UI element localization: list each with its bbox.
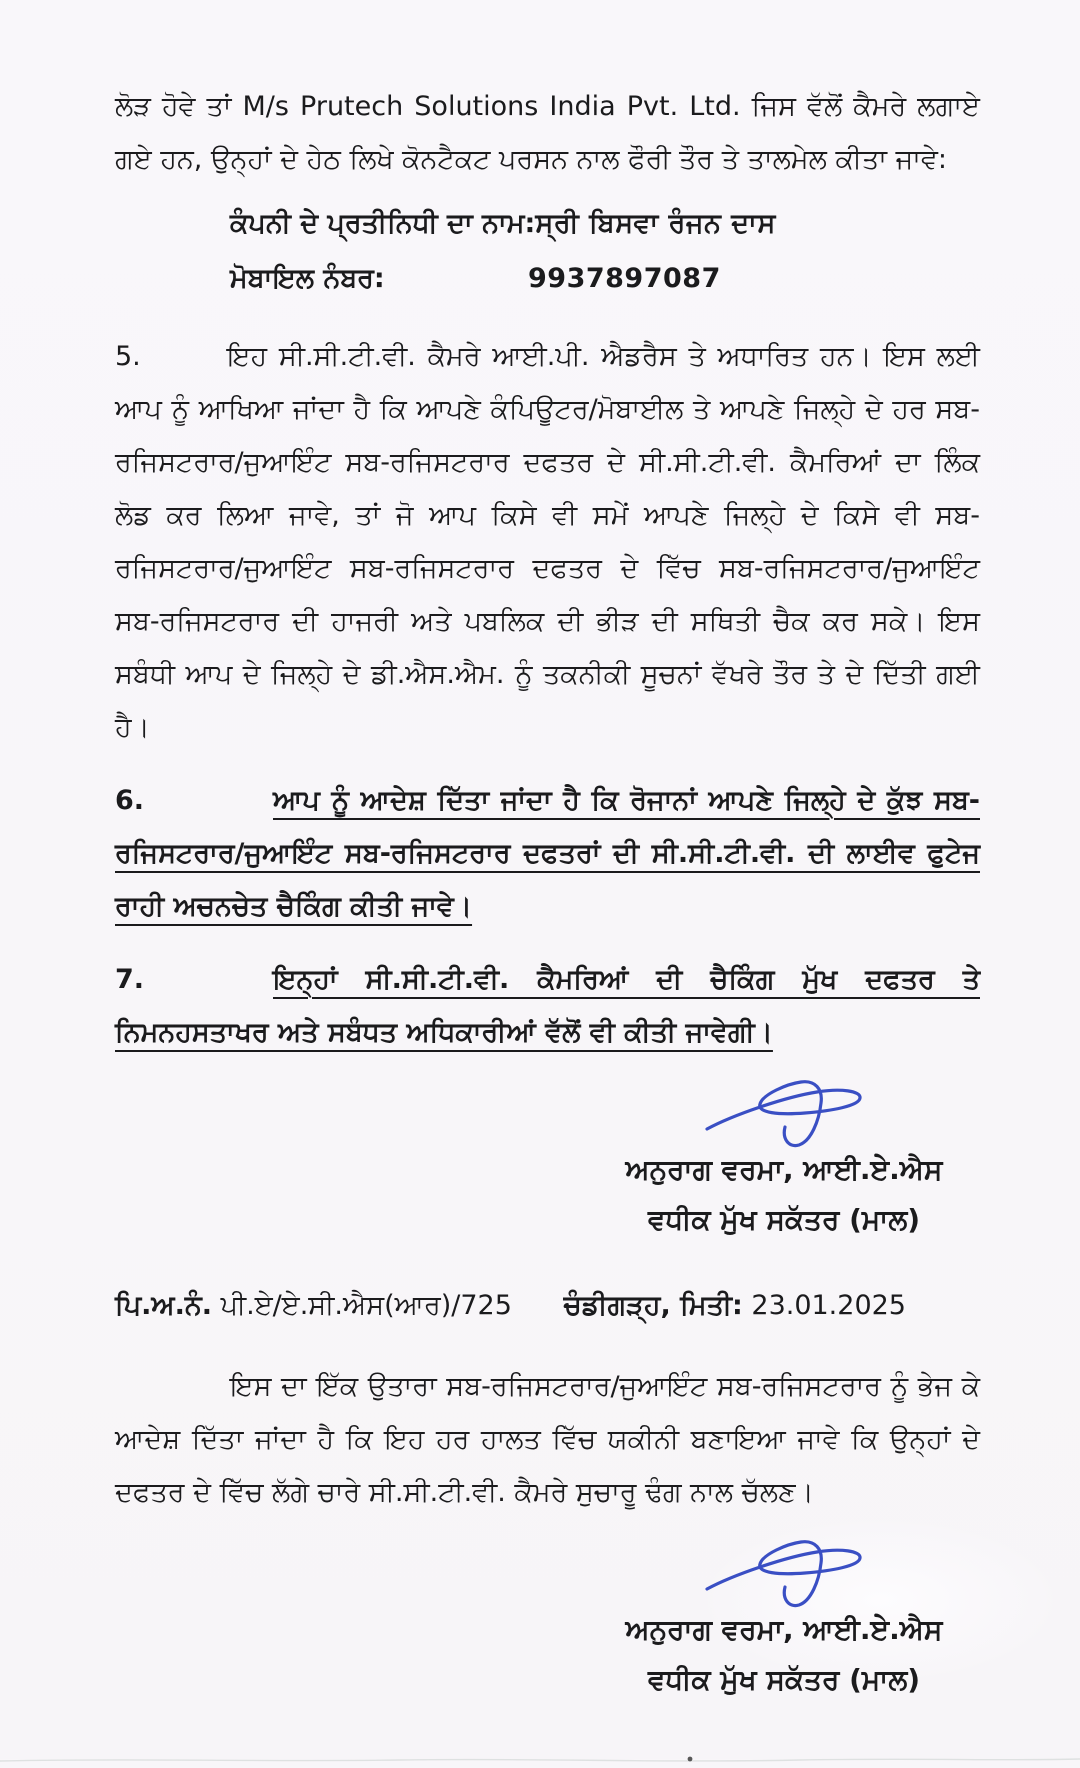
scan-bottom-edge-artifact bbox=[0, 1749, 1080, 1759]
paragraph-6 bbox=[115, 774, 980, 933]
reference-line bbox=[115, 1279, 980, 1332]
reference-number-label: ਪਿ.ਅ.ਨੰ. bbox=[115, 1290, 212, 1321]
place-date-group bbox=[564, 1290, 906, 1321]
intro-paragraph: ਲੋੜ ਹੋਵੇ ਤਾਂ M/s Prutech Solutions India Pvt. Ltd. ਜਿਸ ਵੱਲੋਂ ਕੈਮਰੇ ਲਗਾਏ ਗਏ ਹਨ, ਉਨ੍ਹਾਂ ਦੇ ਹੇਠ ਲਿਖੇ ਕੋਨਟੈਕਟ ਪਰਸਨ ਨਾਲ ਫੌਰੀ ਤੌਰ ਤੇ ਤਾਲਮੇਲ ਕੀਤਾ ਜਾਵੇ: bbox=[115, 91, 980, 175]
handwritten-signature-stroke bbox=[699, 1533, 869, 1611]
paragraph-5-text: ਇਹ ਸੀ.ਸੀ.ਟੀ.ਵੀ. ਕੈਮਰੇ ਆਈ.ਪੀ. ਐਡਰੈਸ ਤੇ ਅਧਾਰਿਤ ਹਨ। ਇਸ ਲਈ ਆਪ ਨੂੰ ਆਖਿਆ ਜਾਂਦਾ ਹੈ ਕਿ ਆਪਣੇ ਕੰਪਿਊਟਰ/ਮੋਬਾਈਲ ਤੇ ਆਪਣੇ ਜਿਲ੍ਹੇ ਦੇ ਹਰ ਸਬ-ਰਜਿਸਟਰਾਰ/ਜੁਆਇੰਟ ਸਬ-ਰਜਿਸਟਰਾਰ ਦਫਤਰ ਦੇ ਸੀ.ਸੀ.ਟੀ.ਵੀ. ਕੈਮਰਿਆਂ ਦਾ ਲਿੰਕ ਲੋਡ ਕਰ ਲਿਆ ਜਾਵੇ, ਤਾਂ ਜੋ ਆਪ ਕਿਸੇ ਵੀ ਸਮੇਂ ਆਪਣੇ ਜਿਲ੍ਹੇ ਦੇ ਕਿਸੇ ਵੀ ਸਬ-ਰਜਿਸਟਰਾਰ/ਜੁਆਇੰਟ ਸਬ-ਰਜਿਸਟਰਾਰ ਦਫਤਰ ਦੇ ਵਿੱਚ ਸਬ-ਰਜਿਸਟਰਾਰ/ਜੁਆਇੰਟ ਸਬ-ਰਜਿਸਟਰਾਰ ਦੀ ਹਾਜਰੀ ਅਤੇ ਪਬਲਿਕ ਦੀ ਭੀੜ ਦੀ ਸਥਿਤੀ ਚੈਕ ਕਰ ਸਕੇ। ਇਸ ਸਬੰਧੀ ਆਪ ਦੇ ਜਿਲ੍ਹੇ ਦੇ ਡੀ.ਐਸ.ਐਮ. ਨੂੰ ਤਕਨੀਕੀ ਸੂਚਨਾਂ ਵੱਖਰੇ ਤੌਰ ਤੇ ਦੇ ਦਿੱਤੀ ਗਈ ਹੈ। bbox=[115, 341, 980, 743]
representative-name-row bbox=[230, 196, 980, 251]
place-date-label: ਚੰਡੀਗੜ੍ਹ, ਮਿਤੀ: bbox=[563, 1290, 743, 1321]
mobile-number-row bbox=[230, 251, 980, 306]
signatory-designation: ਵਧੀਕ ਮੁੱਖ ਸਕੱਤਰ (ਮਾਲ) bbox=[647, 1203, 921, 1236]
paragraph-6-number: 6. bbox=[115, 785, 145, 816]
signature-block-2 bbox=[588, 1533, 980, 1705]
representative-name-label: ਕੰਪਨੀ ਦੇ ਪ੍ਰਤੀਨਿਧੀ ਦਾ ਨਾਮ: bbox=[230, 208, 536, 239]
reference-number-value: ਪੀ.ਏ/ਏ.ਸੀ.ਐਸ(ਆਰ)/725 bbox=[220, 1290, 512, 1321]
ink-speck bbox=[688, 1757, 693, 1762]
paragraph-7-text: ਇਨ੍ਹਾਂ ਸੀ.ਸੀ.ਟੀ.ਵੀ. ਕੈਮਰਿਆਂ ਦੀ ਚੈਕਿੰਗ ਮੁੱਖ ਦਫਤਰ ਤੇ ਨਿਮਨਹਸਤਾਖਰ ਅਤੇ ਸਬੰਧਤ ਅਧਿਕਾਰੀਆਂ ਵੱਲੋਂ ਵੀ ਕੀਤੀ ਜਾਵੇਗੀ। bbox=[115, 964, 980, 1048]
mobile-number-label: ਮੋਬਾਇਲ ਨੰਬਰ: bbox=[230, 263, 385, 294]
handwritten-signature-stroke bbox=[699, 1073, 869, 1151]
representative-name-value: ਸ੍ਰੀ ਬਿਸਵਾ ਰੰਜਨ ਦਾਸ bbox=[535, 208, 776, 239]
contact-person-block bbox=[230, 196, 980, 306]
date-value: 23.01.2025 bbox=[751, 1290, 906, 1321]
signatory-name: ਅਨੁਰਾਗ ਵਰਮਾ, ਆਈ.ਏ.ਐਸ bbox=[625, 1613, 943, 1646]
signature-block-1 bbox=[588, 1073, 980, 1245]
paragraph-7 bbox=[115, 953, 980, 1059]
paragraph-6-text: ਆਪ ਨੂੰ ਆਦੇਸ਼ ਦਿੱਤਾ ਜਾਂਦਾ ਹੈ ਕਿ ਰੋਜਾਨਾਂ ਆਪਣੇ ਜਿਲ੍ਹੇ ਦੇ ਕੁੱਝ ਸਬ-ਰਜਿਸਟਰਾਰ/ਜੁਆਇੰਟ ਸਬ-ਰਜਿਸਟਰਾਰ ਦਫਤਰਾਂ ਦੀ ਸੀ.ਸੀ.ਟੀ.ਵੀ. ਦੀ ਲਾਈਵ ਫੁਟੇਜ ਰਾਹੀ ਅਚਨਚੇਤ ਚੈਕਿੰਗ ਕੀਤੀ ਜਾਵੇ। bbox=[115, 785, 980, 922]
closing-paragraph: ਇਸ ਦਾ ਇੱਕ ਉਤਾਰਾ ਸਬ-ਰਜਿਸਟਰਾਰ/ਜੁਆਇੰਟ ਸਬ-ਰਜਿਸਟਰਾਰ ਨੂੰ ਭੇਜ ਕੇ ਆਦੇਸ਼ ਦਿੱਤਾ ਜਾਂਦਾ ਹੈ ਕਿ ਇਹ ਹਰ ਹਾਲਤ ਵਿੱਚ ਯਕੀਨੀ ਬਣਾਇਆ ਜਾਵੇ ਕਿ ਉਨ੍ਹਾਂ ਦੇ ਦਫਤਰ ਦੇ ਵਿੱਚ ਲੱਗੇ ਚਾਰੇ ਸੀ.ਸੀ.ਟੀ.ਵੀ. ਕੈਮਰੇ ਸੁਚਾਰੂ ਢੰਗ ਨਾਲ ਚੱਲਣ। bbox=[115, 1371, 980, 1508]
mobile-number-value: 9937897087 bbox=[528, 263, 721, 294]
signatory-designation: ਵਧੀਕ ਮੁੱਖ ਸਕੱਤਰ (ਮਾਲ) bbox=[647, 1663, 921, 1696]
signatory-name: ਅਨੁਰਾਗ ਵਰਮਾ, ਆਈ.ਏ.ਐਸ bbox=[625, 1153, 943, 1186]
paragraph-7-number: 7. bbox=[115, 964, 145, 995]
paragraph-5 bbox=[115, 330, 980, 754]
paragraph-5-number: 5. bbox=[115, 341, 141, 372]
reference-number-group bbox=[115, 1279, 555, 1332]
